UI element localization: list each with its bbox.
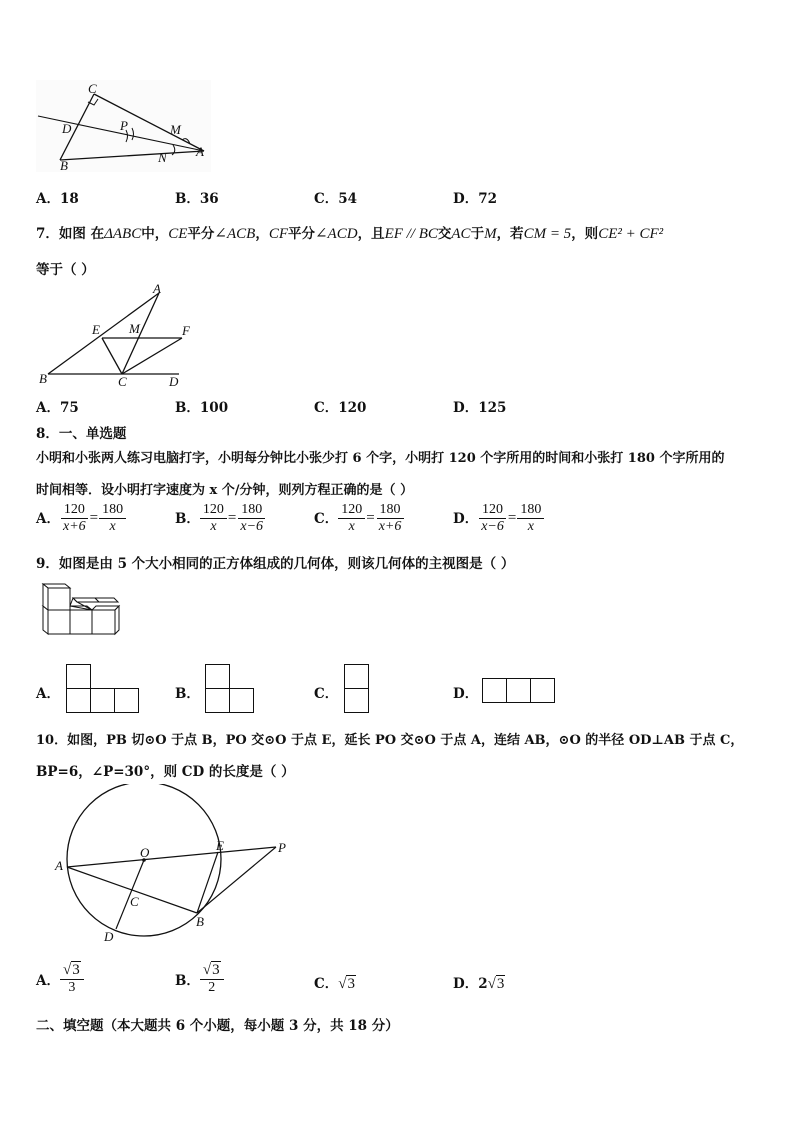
q7-label-A: A — [153, 283, 161, 296]
q10-option-d-radicand: 3 — [496, 976, 505, 992]
q10-option-d[interactable] — [453, 972, 505, 993]
q10-option-c-sqrt: √3 — [338, 976, 355, 992]
q7-label-C: C — [118, 374, 127, 388]
q10-label-P: P — [278, 840, 286, 855]
q7-expr-triangle: ΔABC — [104, 226, 142, 242]
q8-option-d-label: D． — [453, 511, 479, 527]
q10-option-b-sqrt: √3 — [202, 962, 220, 978]
q6-label-P: P — [120, 118, 128, 133]
q6-figure — [36, 80, 211, 172]
q7-stem — [36, 222, 663, 243]
q7-stem-line2: 等于（ ） — [36, 262, 95, 278]
q8-option-b-num2: 180 — [238, 502, 265, 519]
q8-option-c-frac1 — [338, 502, 365, 535]
q8-option-d-equals: = — [507, 510, 517, 526]
q7-option-d[interactable]: D．125 — [453, 400, 507, 416]
q8-option-b-den2: x−6 — [240, 519, 264, 534]
q7-option-c[interactable]: C．120 — [314, 400, 367, 416]
q10-label-B: B — [196, 914, 204, 929]
q10-option-b-label: B． — [175, 973, 200, 989]
q8-option-d-den2: x — [527, 519, 534, 534]
q7-expr-parallel: EF // BC — [384, 226, 438, 242]
q7-expr-angle-acd: ∠ACD — [314, 226, 358, 242]
q10-option-a-num — [60, 962, 84, 980]
q8-option-a-frac2 — [99, 502, 126, 535]
q7-expr-cm: CM = 5 — [523, 226, 572, 242]
q6-option-c[interactable]: C．54 — [314, 191, 358, 207]
q8-option-a-frac1 — [60, 502, 89, 535]
q10-label-D: D — [104, 929, 114, 944]
q8-option-a-num1: 120 — [61, 502, 88, 519]
q7-expr-cf: CF — [268, 226, 288, 242]
q6-label-N: N — [158, 150, 167, 165]
q10-stem-line2: BP=6，∠P=30°，则 CD 的长度是（ ） — [36, 764, 295, 780]
q10-option-d-sqrt: √3 — [487, 976, 505, 992]
q7-figure — [36, 283, 196, 388]
q8-option-d-frac1 — [478, 502, 507, 535]
q8-option-b-frac1 — [200, 502, 227, 535]
q10-option-d-coef: 2 — [478, 976, 488, 992]
q10-figure — [50, 784, 300, 949]
q7-expr-sum-squares: CE² + CF² — [598, 226, 664, 242]
q9-stem: 9．如图是由 5 个大小相同的正方体组成的几何体，则该几何体的主视图是（ ） — [36, 556, 515, 572]
q10-option-a-frac — [60, 962, 84, 996]
q10-option-d-label: D． — [453, 976, 479, 992]
q10-option-c[interactable] — [314, 972, 356, 993]
q6-option-d[interactable]: D．72 — [453, 191, 497, 207]
q8-option-b-num1: 120 — [200, 502, 227, 519]
q7-t2: 平分 — [187, 226, 215, 242]
q6-label-B: B — [60, 158, 68, 172]
q10-option-b-num — [200, 962, 224, 980]
q8-option-a-label: A． — [36, 511, 60, 527]
q8-stem-line1: 小明和小张两人练习电脑打字，小明每分钟比小张少打 6 个字，小明打 120 个字所用的时间和小张打 180 个字所用的 — [36, 451, 725, 466]
q8-option-c[interactable] — [314, 502, 404, 535]
q8-option-c-den1: x — [348, 519, 355, 534]
q9-option-b-view[interactable] — [205, 664, 257, 714]
q7-label-M: M — [129, 321, 140, 336]
q6-label-C: C — [88, 81, 97, 96]
q10-option-b-den: 2 — [208, 980, 216, 995]
q7-option-a[interactable]: A．75 — [36, 400, 79, 416]
q8-option-d-frac2 — [517, 502, 544, 535]
q8-option-b-frac2 — [237, 502, 266, 535]
q8-option-a[interactable] — [36, 502, 126, 535]
q7-expr-ac: AC — [451, 226, 471, 242]
q8-option-c-frac2 — [376, 502, 405, 535]
q8-option-b-den1: x — [210, 519, 217, 534]
q8-option-a-num2: 180 — [99, 502, 126, 519]
q6-option-a[interactable]: A．18 — [36, 191, 79, 207]
q10-option-b-frac — [200, 962, 224, 996]
q8-option-c-num2: 180 — [377, 502, 404, 519]
q8-option-d[interactable] — [453, 502, 544, 535]
q8-option-a-equals: = — [89, 510, 99, 526]
q6-label-A: A — [196, 144, 204, 159]
q7-t9: ，则 — [571, 226, 599, 242]
q9-option-c-view[interactable] — [344, 664, 372, 714]
section-2-header: 二、填空题（本大题共 6 个小题，每小题 3 分，共 18 分） — [36, 1018, 399, 1034]
q6-label-M: M — [170, 122, 181, 137]
q8-option-c-equals: = — [366, 510, 375, 526]
q10-option-b[interactable] — [175, 962, 224, 996]
q10-option-a-radicand: 3 — [72, 962, 80, 978]
q7-prefix: 7．如图 在 — [36, 226, 105, 242]
q9-option-a-view[interactable] — [66, 664, 141, 714]
q10-label-C: C — [130, 894, 139, 909]
q10-label-A: A — [55, 858, 63, 873]
q9-option-c-label[interactable]: C． — [314, 686, 339, 702]
q8-option-d-num2: 180 — [517, 502, 544, 519]
q8-option-c-label: C． — [314, 511, 339, 527]
q6-option-b[interactable]: B．36 — [175, 191, 219, 207]
q8-option-b-label: B． — [175, 511, 200, 527]
q10-option-a-label: A． — [36, 973, 60, 989]
q7-t4: 平分 — [287, 226, 315, 242]
q9-option-d-view[interactable] — [482, 678, 558, 706]
q8-option-b[interactable] — [175, 502, 266, 535]
q7-label-B: B — [39, 371, 47, 386]
q10-option-a-sqrt: √3 — [62, 962, 80, 978]
q8-option-c-den2: x+6 — [378, 519, 402, 534]
q9-option-d-label[interactable]: D． — [453, 686, 479, 702]
q8-option-d-num1: 120 — [479, 502, 506, 519]
q7-t8: ，若 — [496, 226, 524, 242]
q7-label-F: F — [182, 323, 190, 338]
q10-option-c-radicand: 3 — [347, 976, 355, 992]
q7-option-b[interactable]: B．100 — [175, 400, 229, 416]
q7-label-E: E — [92, 322, 100, 337]
q7-t1: 中， — [141, 226, 169, 242]
q8-stem-line2: 时间相等．设小明打字速度为 x 个/分钟，则列方程正确的是（ ） — [36, 483, 414, 498]
q9-solid-figure — [40, 580, 125, 640]
q7-t6: 交 — [437, 226, 452, 242]
q9-option-b-label[interactable]: B． — [175, 686, 200, 702]
q10-label-O: O — [140, 845, 150, 860]
q10-option-c-label: C． — [314, 976, 339, 992]
q7-expr-ce: CE — [168, 226, 188, 242]
q7-t7: 于 — [470, 226, 485, 242]
q8-option-b-equals: = — [227, 510, 237, 526]
q7-label-D: D — [169, 374, 179, 388]
q7-t5: ，且 — [357, 226, 385, 242]
q8-header: 8．一、单选题 — [36, 426, 127, 442]
q10-label-E: E — [216, 838, 224, 853]
q7-expr-angle-acb: ∠ACB — [214, 226, 256, 242]
q7-expr-m: M — [484, 226, 497, 242]
q9-option-a-label[interactable]: A． — [36, 686, 60, 702]
q10-option-a[interactable] — [36, 962, 84, 996]
q8-option-a-den2: x — [109, 519, 116, 534]
q8-option-c-num1: 120 — [338, 502, 365, 519]
q8-option-d-den1: x−6 — [481, 519, 504, 534]
q7-t3: ， — [255, 226, 269, 242]
q10-option-a-den: 3 — [68, 980, 76, 995]
q8-option-a-den1: x+6 — [62, 519, 86, 534]
q6-label-D: D — [62, 121, 72, 136]
q10-option-b-radicand: 3 — [212, 962, 220, 978]
q10-stem-line1: 10．如图，PB 切⊙O 于点 B，PO 交⊙O 于点 E，延长 PO 交⊙O 于点 A，连结 AB，⊙O 的半径 OD⊥AB 于点 C， — [36, 733, 744, 748]
